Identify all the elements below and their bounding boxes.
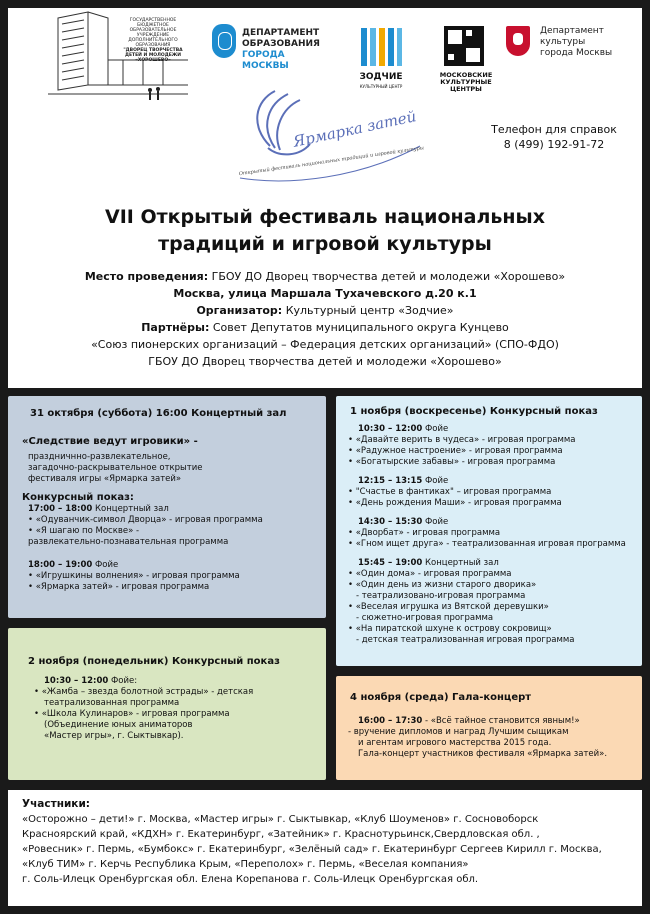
nov4-heading: 4 ноября (среда) Гала-концерт <box>350 692 532 703</box>
program-item: • «Радужное настроение» - игровая программа <box>348 446 626 457</box>
slot-place: Концертный зал <box>94 504 169 514</box>
festival-logo <box>230 86 430 186</box>
nov1-heading: 1 ноября (воскресенье) Конкурсный показ <box>350 406 598 417</box>
program-item: театрализованная программа <box>44 698 180 708</box>
participants-line: Красноярский край, «КДХН» г. Екатеринбург, «Затейник» г. Краснотурьинск,Свердловская обл. , <box>22 829 540 840</box>
festival-logo-arc: Открытый фестиваль национальных традиций и игровой культуры <box>238 145 425 178</box>
program-item: • «Игрушкины волнения» - игровая программа <box>28 571 263 582</box>
nov4-panel <box>336 676 642 780</box>
venue-line <box>8 270 642 284</box>
nov2-heading: 2 ноября (понедельник) Конкурсный показ <box>28 656 280 667</box>
program-item: «Мастер игры», г. Сыктывкар). <box>44 731 184 741</box>
shield-emblem-icon <box>218 32 232 50</box>
oct31-desc: праздничнно-развлекательное, <box>28 452 171 462</box>
title-line-1: VII Открытый фестиваль национальных <box>105 206 545 228</box>
slot-time: 18:00 – 19:00 <box>28 560 93 570</box>
program-item: • «Давайте верить в чудеса» - игровая программа <box>348 435 626 446</box>
program-item: развлекательно-познавательная программа <box>28 537 229 547</box>
oct31-desc: фестиваля игры «Ярмарка затей» <box>28 474 182 484</box>
dept-culture-line: культуры <box>540 37 586 47</box>
venue-value: ГБОУ ДО Дворец творчества детей и молодежи «Хорошево» <box>211 270 566 283</box>
program-item: - сюжетно-игровая программа <box>356 613 494 623</box>
palace-line: «ХОРОШЕВО» <box>134 58 172 63</box>
palace-line: ОБРАЗОВАТЕЛЬНОЕ УЧРЕЖДЕНИЕ <box>129 28 177 38</box>
rider-icon <box>513 33 523 45</box>
mkc-square-icon <box>444 26 484 66</box>
dept-education-logo <box>212 24 332 74</box>
slot-place: Фойе <box>424 517 449 527</box>
dept-edu-line: ДЕПАРТАМЕНТ <box>242 28 320 38</box>
palace-line: ГОСУДАРСТВЕННОЕ БЮДЖЕТНОЕ <box>129 18 177 28</box>
dept-edu-line: ОБРАЗОВАНИЯ <box>242 39 320 49</box>
program-item: • «Ярмарка затей» - игровая программа <box>28 582 263 593</box>
program-item: • «День рождения Маши» - игровая программа <box>348 498 626 509</box>
participants-line: «Осторожно – дети!» г. Москва, «Мастер игры» г. Сыктывкар, «Клуб Шоуменов» г. Сосновоборск <box>22 814 539 825</box>
organizer-value: Культурный центр «Зодчие» <box>285 304 454 317</box>
slot-time: 14:30 – 15:30 <box>358 517 423 527</box>
zodchie-sub: КУЛЬТУРНЫЙ ЦЕНТР <box>359 84 403 89</box>
phone-block <box>474 122 634 152</box>
venue-label: Место проведения: <box>84 270 209 283</box>
header-panel <box>8 8 642 388</box>
program-item: - детская театрализованная игровая программа <box>356 635 575 645</box>
participants-line: «Клуб ТИМ» г. Керчь Республика Крым, «Переполох» г. Пермь, «Веселая компания» <box>22 859 469 870</box>
dept-edu-line: ГОРОДА МОСКВЫ <box>242 50 289 71</box>
mkc-logo <box>436 22 496 102</box>
slot-place: Фойе <box>424 424 449 434</box>
gala-line: и агентам игрового мастерства 2015 года. <box>358 738 552 748</box>
program-item: • «На пиратской шхуне к острову сокровищ» <box>348 624 626 635</box>
program-item: • «Один дома» - игровая программа <box>348 569 626 580</box>
palace-line: ДОПОЛНИТЕЛЬНОГО ОБРАЗОВАНИЯ <box>128 38 178 48</box>
dept-culture-logo <box>506 24 640 74</box>
program-item: • «Я шагаю по Москве» - <box>28 526 263 537</box>
organizer-line <box>8 304 642 318</box>
slot-time: 15:45 – 19:00 <box>358 558 423 568</box>
title-line-2: традиций и игровой культуры <box>158 233 492 255</box>
gala-show: - «Всё тайное становится явным!» <box>424 716 580 726</box>
program-item: • «Один день из жизни старого дворика» <box>348 580 626 591</box>
program-item: (Объединение юных аниматоров <box>44 720 193 730</box>
mkc-line: КУЛЬТУРНЫЕ <box>440 78 492 86</box>
dept-culture-line: города Москвы <box>540 48 613 58</box>
slot-time: 17:00 – 18:00 <box>28 504 93 514</box>
slot-time: 12:15 – 13:15 <box>358 476 423 486</box>
partners-value: Совет Депутатов муниципального округа Кунцево <box>212 321 509 334</box>
program-item: • «Дворбат» - игровая программа <box>348 528 626 539</box>
partners-line-2: «Союз пионерских организаций – Федерация детских организаций» (СПО-ФДО) <box>91 338 559 351</box>
palace-logo <box>48 10 188 102</box>
partners-label: Партнёры: <box>141 321 210 334</box>
participants-line: г. Соль-Илецк Оренбургская обл. Елена Корепанова г. Соль-Илецк Оренбургская обл. <box>22 874 479 885</box>
partners-line <box>8 321 642 335</box>
organizer-label: Организатор: <box>196 304 283 317</box>
oct31-panel <box>8 396 326 618</box>
slot-time: 10:30 – 12:00 <box>358 424 423 434</box>
slot-time: 16:00 – 17:30 <box>358 716 423 726</box>
gala-line: Гала-концерт участников фестиваля «Ярмарка затей». <box>358 749 608 759</box>
nov1-panel <box>336 396 642 666</box>
festival-title <box>8 204 642 258</box>
zodchie-columns-icon <box>359 24 403 68</box>
program-item: • «Веселая игрушка из Вятской деревушки» <box>348 602 626 613</box>
oct31-heading: 31 октября (суббота) 16:00 Концертный зал <box>30 408 287 419</box>
festival-logo-name: Ярмарка затей <box>291 107 418 151</box>
mkc-line: ЦЕНТРЫ <box>450 85 482 93</box>
partners-line-3: ГБОУ ДО Дворец творчества детей и молодежи «Хорошево» <box>148 355 502 368</box>
zodchie-name: ЗОДЧИЕ <box>359 72 403 82</box>
program-item: • "Счастье в фантиках" – игровая программа <box>348 487 626 498</box>
program-item: • «Жамба – звезда болотной эстрады» - детская <box>34 687 253 698</box>
program-item: • «Гном ищет друга» - театрализованная игровая программа <box>348 539 626 550</box>
phone-number: 8 (499) 192-91-72 <box>503 138 605 151</box>
oct31-show-title: «Следствие ведут игровики» - <box>22 436 198 447</box>
gala-line: - вручение дипломов и наград Лучшим сыщикам <box>348 727 569 737</box>
program-item: • «Школа Кулинаров» - игровая программа <box>34 709 253 720</box>
participants-panel <box>8 790 642 906</box>
oct31-desc: загадочно-раскрывательное открытие <box>28 463 203 473</box>
slot-place: Фойе: <box>110 676 138 686</box>
program-item: - театрализовано-игровая программа <box>356 591 526 601</box>
slot-place: Фойе <box>94 560 119 570</box>
phone-label: Телефон для справок <box>491 123 617 136</box>
slot-place: Концертный зал <box>424 558 499 568</box>
palace-line: "ДВОРЕЦ ТВОРЧЕСТВА <box>123 48 183 53</box>
dept-culture-line: Департамент <box>540 26 604 36</box>
slot-time: 10:30 – 12:00 <box>44 676 109 686</box>
palace-line: ДЕТЕЙ И МОЛОДЕЖИ <box>124 53 182 58</box>
address-line: Москва, улица Маршала Тухачевского д.20 к.1 <box>173 287 477 300</box>
oct31-contest-label: Конкурсный показ: <box>22 492 134 503</box>
participants-line: «Ровесник» г. Пермь, «Бумбокс» г. Екатеринбург, «Зелёный сад» г. Екатеринбург Сергеев Кирилл г. Москва, <box>22 844 602 855</box>
slot-place: Фойе <box>424 476 449 486</box>
program-item: • «Одуванчик-символ Дворца» - игровая программа <box>28 515 263 526</box>
program-item: • «Богатырские забавы» - игровая программа <box>348 457 626 468</box>
nov2-panel <box>8 628 326 780</box>
mkc-line: МОСКОВСКИЕ <box>439 71 493 79</box>
participants-label: Участники: <box>22 798 90 810</box>
